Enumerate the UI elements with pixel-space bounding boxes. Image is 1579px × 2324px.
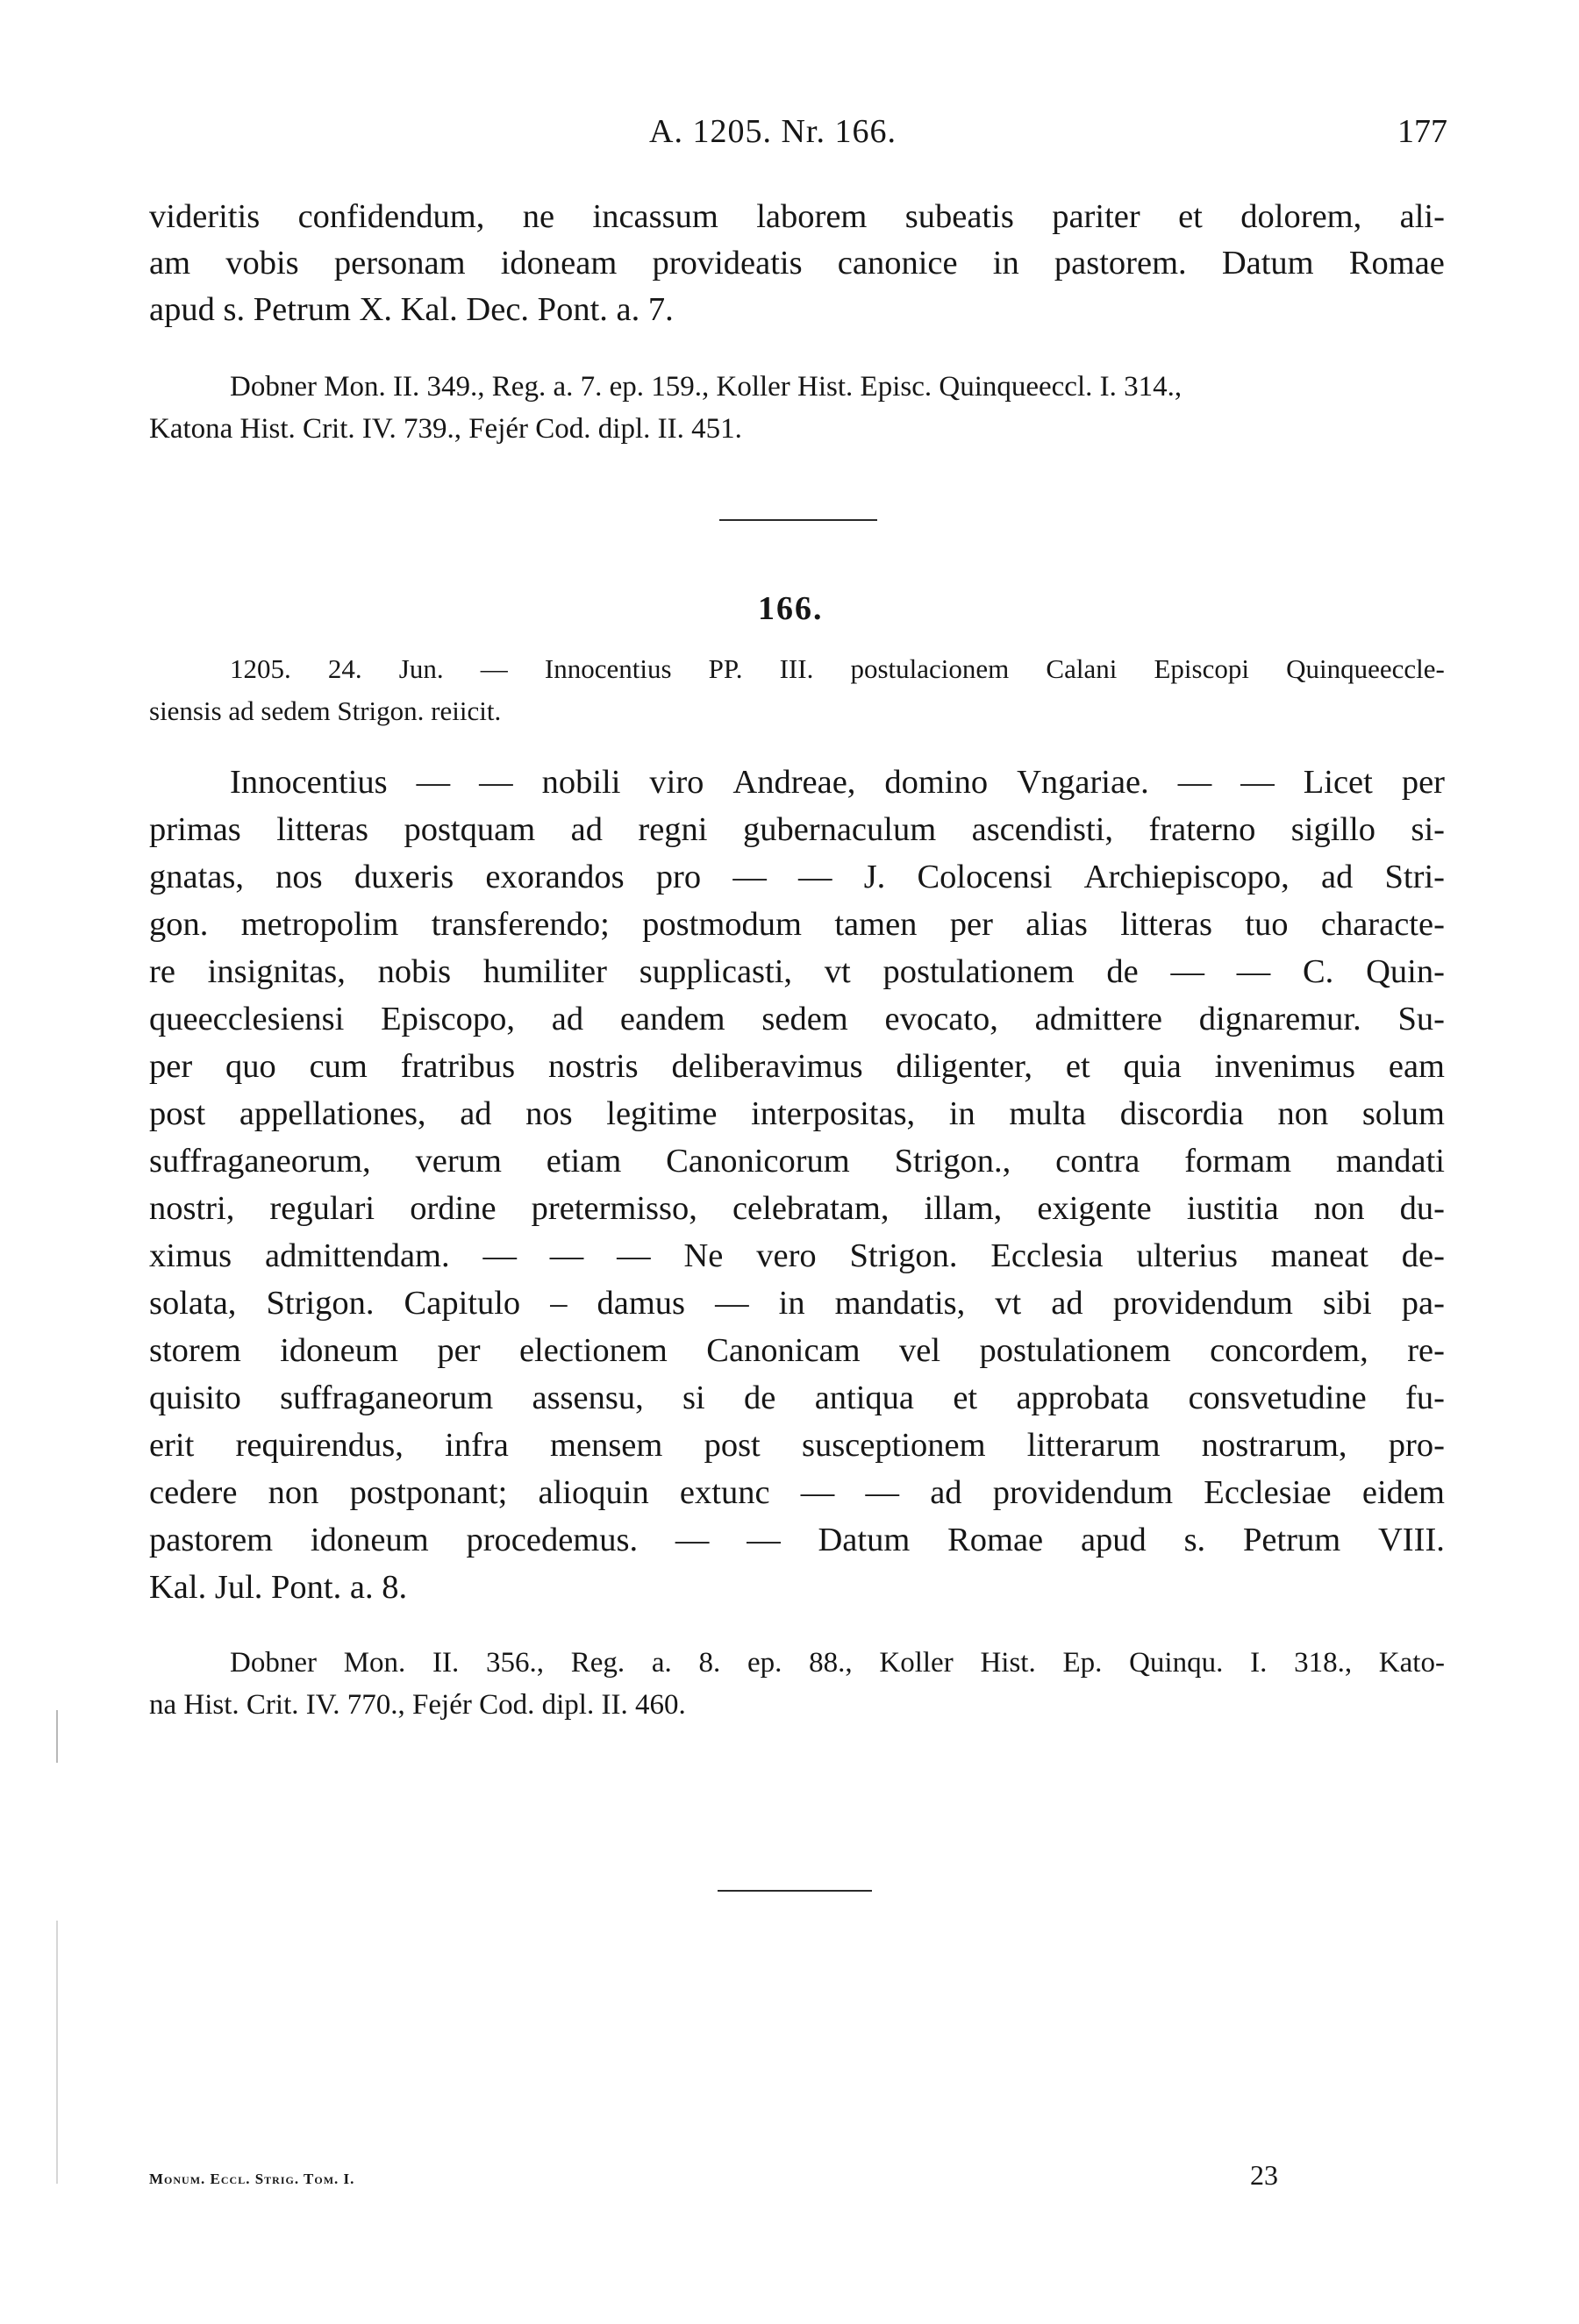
word: s. bbox=[1183, 1522, 1206, 1558]
word: nobili bbox=[541, 764, 621, 801]
top-reference-line: Dobner Mon. II. 349., Reg. a. 7. ep. 159., Koller Hist. Episc. Quinqueeccl. I. 314., bbox=[230, 371, 1182, 403]
word: J. bbox=[863, 859, 886, 895]
word: pretermisso, bbox=[531, 1190, 697, 1227]
word: pro- bbox=[1388, 1427, 1445, 1464]
word: vt bbox=[824, 953, 851, 990]
word: dignaremur. bbox=[1198, 1001, 1361, 1037]
word: ad bbox=[460, 1095, 492, 1132]
word: canonice bbox=[837, 245, 958, 282]
word: alioquin bbox=[538, 1474, 649, 1511]
word: vt bbox=[995, 1285, 1022, 1322]
word: gon. bbox=[149, 906, 209, 943]
word: verum bbox=[415, 1143, 502, 1180]
word: non bbox=[1313, 1190, 1365, 1227]
word: VIII. bbox=[1378, 1522, 1445, 1558]
word: primas bbox=[149, 811, 241, 848]
word: evocato, bbox=[884, 1001, 998, 1037]
word: a. bbox=[651, 1647, 672, 1679]
word: eam bbox=[1388, 1048, 1445, 1085]
word: Ecclesia bbox=[990, 1237, 1104, 1274]
word: nos bbox=[275, 859, 323, 895]
word: Romae bbox=[947, 1522, 1044, 1558]
word: ep. bbox=[747, 1647, 782, 1679]
word: quisito bbox=[149, 1379, 241, 1416]
footer-sheet-number: 23 bbox=[1250, 2159, 1278, 2191]
word: illam, bbox=[924, 1190, 1003, 1227]
word: post bbox=[149, 1095, 206, 1132]
word: Colocensi bbox=[917, 859, 1053, 895]
word: de bbox=[744, 1379, 776, 1416]
document-body-line bbox=[149, 1002, 1445, 1037]
word: solum bbox=[1361, 1095, 1445, 1132]
word: Mon. bbox=[343, 1647, 406, 1679]
word: I. bbox=[1250, 1647, 1268, 1679]
word: ali- bbox=[1399, 198, 1445, 235]
footer-signature: Monum. Eccl. Strig. Tom. I. bbox=[149, 2171, 355, 2187]
word: Canonicorum bbox=[666, 1143, 850, 1180]
word: si bbox=[682, 1379, 705, 1416]
word: Calani bbox=[1046, 653, 1118, 684]
word: — bbox=[416, 764, 451, 801]
word: de bbox=[1106, 953, 1139, 990]
word: Strigon. bbox=[849, 1237, 958, 1274]
word: Su- bbox=[1397, 1001, 1445, 1037]
word: consvetudine bbox=[1188, 1379, 1367, 1416]
word: postmodum bbox=[642, 906, 802, 943]
document-body-line bbox=[230, 766, 1445, 800]
word: Capitulo bbox=[404, 1285, 521, 1322]
document-body-line bbox=[149, 1144, 1445, 1179]
word: etiam bbox=[546, 1143, 622, 1180]
word: ad bbox=[1320, 859, 1354, 895]
word: postulationem bbox=[979, 1332, 1171, 1369]
word: multa bbox=[1009, 1095, 1087, 1132]
word: 356., bbox=[486, 1647, 544, 1679]
word: Koller bbox=[879, 1647, 954, 1679]
word: Petrum bbox=[1242, 1522, 1341, 1558]
word: assensu, bbox=[532, 1379, 644, 1416]
document-body-line bbox=[149, 1287, 1445, 1321]
word: postulacionem bbox=[850, 653, 1010, 684]
word: — bbox=[1240, 764, 1275, 801]
word: eandem bbox=[619, 1001, 725, 1037]
word: erit bbox=[149, 1427, 195, 1464]
document-number: 166. bbox=[758, 590, 824, 627]
word: invenimus bbox=[1214, 1048, 1356, 1085]
word: suffraganeorum bbox=[280, 1379, 494, 1416]
word: — bbox=[732, 859, 767, 895]
word: – bbox=[550, 1285, 568, 1322]
word: Strigon., bbox=[894, 1143, 1011, 1180]
word: am bbox=[149, 245, 191, 282]
word: pastorem. bbox=[1054, 245, 1187, 282]
word: Jun. bbox=[398, 653, 444, 684]
word: viro bbox=[649, 764, 704, 801]
word: cedere bbox=[149, 1474, 238, 1511]
word: idoneam bbox=[500, 245, 618, 282]
document-body-line bbox=[149, 1050, 1445, 1084]
word: post bbox=[704, 1427, 761, 1464]
word: gubernaculum bbox=[742, 811, 937, 848]
word: dolorem, bbox=[1240, 198, 1362, 235]
word: domino bbox=[884, 764, 989, 801]
word: idoneum bbox=[280, 1332, 398, 1369]
word: Reg. bbox=[570, 1647, 625, 1679]
word: legitime bbox=[606, 1095, 718, 1132]
word: nostris bbox=[547, 1048, 639, 1085]
word: per bbox=[149, 1048, 193, 1085]
word: — bbox=[715, 1285, 749, 1322]
top-paragraph-line: apud s. Petrum X. Kal. Dec. Pont. a. 7. bbox=[149, 291, 674, 328]
word: susceptionem bbox=[801, 1427, 986, 1464]
document-summary-line: siensis ad sedem Strigon. reiicit. bbox=[149, 695, 502, 726]
word: Episcopi bbox=[1154, 653, 1249, 684]
word: apud bbox=[1080, 1522, 1147, 1558]
word: — bbox=[1236, 953, 1271, 990]
word: regulari bbox=[269, 1190, 375, 1227]
word: nos bbox=[525, 1095, 573, 1132]
word: exorandos bbox=[485, 859, 625, 895]
word: postquam bbox=[404, 811, 536, 848]
word: cum bbox=[309, 1048, 368, 1085]
word: sedem bbox=[761, 1001, 848, 1037]
document-body-line bbox=[149, 1097, 1445, 1131]
word: storem bbox=[149, 1332, 241, 1369]
word: ordine bbox=[410, 1190, 497, 1227]
word: Romae bbox=[1348, 245, 1445, 282]
top-paragraph-line bbox=[149, 200, 1445, 234]
word: in bbox=[778, 1285, 805, 1322]
word: celebratam, bbox=[732, 1190, 890, 1227]
document-body-line bbox=[149, 955, 1445, 989]
running-head bbox=[0, 112, 1579, 156]
word: duxeris bbox=[354, 859, 454, 895]
word: 88., bbox=[809, 1647, 853, 1679]
word: — bbox=[865, 1474, 899, 1511]
word: ulterius bbox=[1136, 1237, 1238, 1274]
word: Datum bbox=[818, 1522, 911, 1558]
word: 318., bbox=[1294, 1647, 1353, 1679]
word: Canonicam bbox=[706, 1332, 861, 1369]
word: C. bbox=[1303, 953, 1334, 990]
word: personam bbox=[333, 245, 466, 282]
word: discordia bbox=[1119, 1095, 1244, 1132]
word: in bbox=[992, 245, 1019, 282]
document-body-line bbox=[149, 1476, 1445, 1510]
word: iustitia bbox=[1186, 1190, 1279, 1227]
word: litteras bbox=[1120, 906, 1212, 943]
word: insignitas, bbox=[207, 953, 346, 990]
word: Licet bbox=[1303, 764, 1373, 801]
word: per bbox=[437, 1332, 481, 1369]
word: queecclesiensi bbox=[149, 1001, 345, 1037]
word: si- bbox=[1411, 811, 1445, 848]
word: Andreae, bbox=[732, 764, 856, 801]
word: Episcopo, bbox=[381, 1001, 516, 1037]
word: 24. bbox=[327, 653, 362, 684]
word: alias bbox=[1025, 906, 1088, 943]
word: vel bbox=[899, 1332, 941, 1369]
document-body-line bbox=[149, 1239, 1445, 1273]
word: fratribus bbox=[400, 1048, 516, 1085]
document-body-line bbox=[149, 1429, 1445, 1463]
word: extunc bbox=[679, 1474, 770, 1511]
word: ximus bbox=[149, 1237, 232, 1274]
word: interpositas, bbox=[751, 1095, 916, 1132]
word: — bbox=[549, 1237, 584, 1274]
word: humiliter bbox=[482, 953, 607, 990]
word: du- bbox=[1399, 1190, 1445, 1227]
word: providendum bbox=[1112, 1285, 1293, 1322]
word: Archiepiscopo, bbox=[1083, 859, 1290, 895]
word: 8. bbox=[698, 1647, 721, 1679]
word: formam bbox=[1184, 1143, 1292, 1180]
word: pa- bbox=[1401, 1285, 1445, 1322]
word: re bbox=[149, 953, 175, 990]
word: — bbox=[1170, 953, 1204, 990]
page-number: 177 bbox=[1397, 113, 1447, 150]
word: sigillo bbox=[1290, 811, 1376, 848]
word: supplicasti, bbox=[639, 953, 793, 990]
word: characte- bbox=[1320, 906, 1445, 943]
word: solata, bbox=[149, 1285, 237, 1322]
word: suffraganeorum, bbox=[149, 1143, 371, 1180]
word: — bbox=[480, 653, 508, 684]
word: Innocentius bbox=[544, 653, 672, 684]
scan-artifact bbox=[56, 1921, 58, 2184]
word: ad bbox=[551, 1001, 584, 1037]
word: Kato- bbox=[1378, 1647, 1445, 1679]
word: postulationem bbox=[882, 953, 1075, 990]
word: laborem bbox=[756, 198, 868, 235]
word: et bbox=[1178, 198, 1203, 235]
word: Quinqueeccle- bbox=[1286, 653, 1445, 684]
word: damus bbox=[597, 1285, 686, 1322]
word: eidem bbox=[1361, 1474, 1445, 1511]
word: subeatis bbox=[904, 198, 1014, 235]
word: exigente bbox=[1037, 1190, 1152, 1227]
top-paragraph-line bbox=[149, 246, 1445, 281]
top-reference-line: Katona Hist. Crit. IV. 739., Fejér Cod. dipl. II. 451. bbox=[149, 413, 742, 445]
word: pariter bbox=[1052, 198, 1140, 235]
document-body-line bbox=[149, 813, 1445, 847]
word: nobis bbox=[377, 953, 452, 990]
word: vobis bbox=[225, 245, 299, 282]
word: Stri- bbox=[1384, 859, 1445, 895]
word: Quinqu. bbox=[1129, 1647, 1224, 1679]
word: appellationes, bbox=[239, 1095, 426, 1132]
document-reference-line: na Hist. Crit. IV. 770., Fejér Cod. dipl. II. 460. bbox=[149, 1689, 686, 1721]
word: — bbox=[800, 1474, 835, 1511]
word: II. bbox=[432, 1647, 460, 1679]
word: Strigon. bbox=[266, 1285, 375, 1322]
word: mandati bbox=[1335, 1143, 1445, 1180]
closing-divider bbox=[718, 1890, 872, 1892]
word: antiqua bbox=[814, 1379, 915, 1416]
word: mensem bbox=[550, 1427, 663, 1464]
word: Innocentius bbox=[230, 764, 388, 801]
word: maneat bbox=[1270, 1237, 1368, 1274]
document-body-line: Kal. Jul. Pont. a. 8. bbox=[149, 1569, 408, 1606]
scan-artifact bbox=[56, 1710, 58, 1763]
word: Ne bbox=[683, 1237, 724, 1274]
word: — bbox=[1177, 764, 1212, 801]
word: Vngariae. bbox=[1017, 764, 1149, 801]
word: metropolim bbox=[240, 906, 399, 943]
word: ad bbox=[1051, 1285, 1083, 1322]
word: — bbox=[617, 1237, 651, 1274]
word: provideatis bbox=[652, 245, 803, 282]
word: pro bbox=[655, 859, 702, 895]
document-summary-line bbox=[230, 655, 1445, 682]
word: infra bbox=[445, 1427, 509, 1464]
word: admittere bbox=[1034, 1001, 1162, 1037]
word: ascendisti, bbox=[971, 811, 1114, 848]
word: ne bbox=[522, 198, 555, 235]
word: Ecclesiae bbox=[1204, 1474, 1332, 1511]
word: — bbox=[798, 859, 832, 895]
word: in bbox=[948, 1095, 975, 1132]
word: approbata bbox=[1016, 1379, 1150, 1416]
word: procedemus. bbox=[466, 1522, 639, 1558]
word: nostri, bbox=[149, 1190, 235, 1227]
word: electionem bbox=[518, 1332, 668, 1369]
word: Ep. bbox=[1062, 1647, 1103, 1679]
document-body-line bbox=[149, 1523, 1445, 1558]
word: — bbox=[675, 1522, 710, 1558]
word: — bbox=[747, 1522, 781, 1558]
word: providendum bbox=[992, 1474, 1174, 1511]
word: Quin- bbox=[1366, 953, 1445, 990]
word: non bbox=[1277, 1095, 1329, 1132]
word: pastorem bbox=[149, 1522, 274, 1558]
word: vero bbox=[756, 1237, 817, 1274]
word: incassum bbox=[592, 198, 718, 235]
word: tuo bbox=[1245, 906, 1289, 943]
word: quo bbox=[225, 1048, 276, 1085]
word: mandatis, bbox=[834, 1285, 966, 1322]
word: litteras bbox=[276, 811, 369, 848]
word: diligenter, bbox=[896, 1048, 1033, 1085]
word: confidendum, bbox=[297, 198, 485, 235]
word: et bbox=[1065, 1048, 1090, 1085]
word: et bbox=[953, 1379, 978, 1416]
document-body-line bbox=[149, 1334, 1445, 1368]
word: — bbox=[479, 764, 513, 801]
word: re- bbox=[1407, 1332, 1445, 1369]
word: deliberavimus bbox=[671, 1048, 863, 1085]
document-body-line bbox=[149, 1192, 1445, 1226]
section-divider bbox=[719, 519, 877, 521]
word: contra bbox=[1055, 1143, 1140, 1180]
word: videritis bbox=[149, 198, 261, 235]
document-body-line bbox=[149, 908, 1445, 942]
word: — bbox=[482, 1237, 517, 1274]
word: III. bbox=[779, 653, 814, 684]
word: de- bbox=[1401, 1237, 1445, 1274]
word: nostrarum, bbox=[1201, 1427, 1347, 1464]
word: Hist. bbox=[980, 1647, 1036, 1679]
word: concordem, bbox=[1210, 1332, 1368, 1369]
word: fu- bbox=[1405, 1379, 1445, 1416]
word: admittendam. bbox=[264, 1237, 450, 1274]
word: sibi bbox=[1323, 1285, 1372, 1322]
word: per bbox=[1401, 764, 1445, 801]
document-body-line bbox=[149, 860, 1445, 895]
word: transferendo; bbox=[431, 906, 610, 943]
word: ad bbox=[930, 1474, 962, 1511]
word: quia bbox=[1123, 1048, 1182, 1085]
word: requirendus, bbox=[235, 1427, 404, 1464]
document-reference-line bbox=[230, 1649, 1445, 1678]
document-body-line bbox=[149, 1381, 1445, 1415]
word: Datum bbox=[1221, 245, 1314, 282]
word: per bbox=[949, 906, 993, 943]
word: PP. bbox=[708, 653, 743, 684]
word: litterarum bbox=[1026, 1427, 1161, 1464]
word: tamen bbox=[834, 906, 918, 943]
word: ad bbox=[570, 811, 603, 848]
word: regni bbox=[638, 811, 708, 848]
word: Dobner bbox=[230, 1647, 317, 1679]
word: fraterno bbox=[1148, 811, 1256, 848]
word: 1205. bbox=[230, 653, 291, 684]
word: gnatas, bbox=[149, 859, 244, 895]
word: idoneum bbox=[310, 1522, 429, 1558]
word: non bbox=[268, 1474, 319, 1511]
word: postponant; bbox=[349, 1474, 508, 1511]
running-head-title: A. 1205. Nr. 166. bbox=[649, 113, 897, 150]
